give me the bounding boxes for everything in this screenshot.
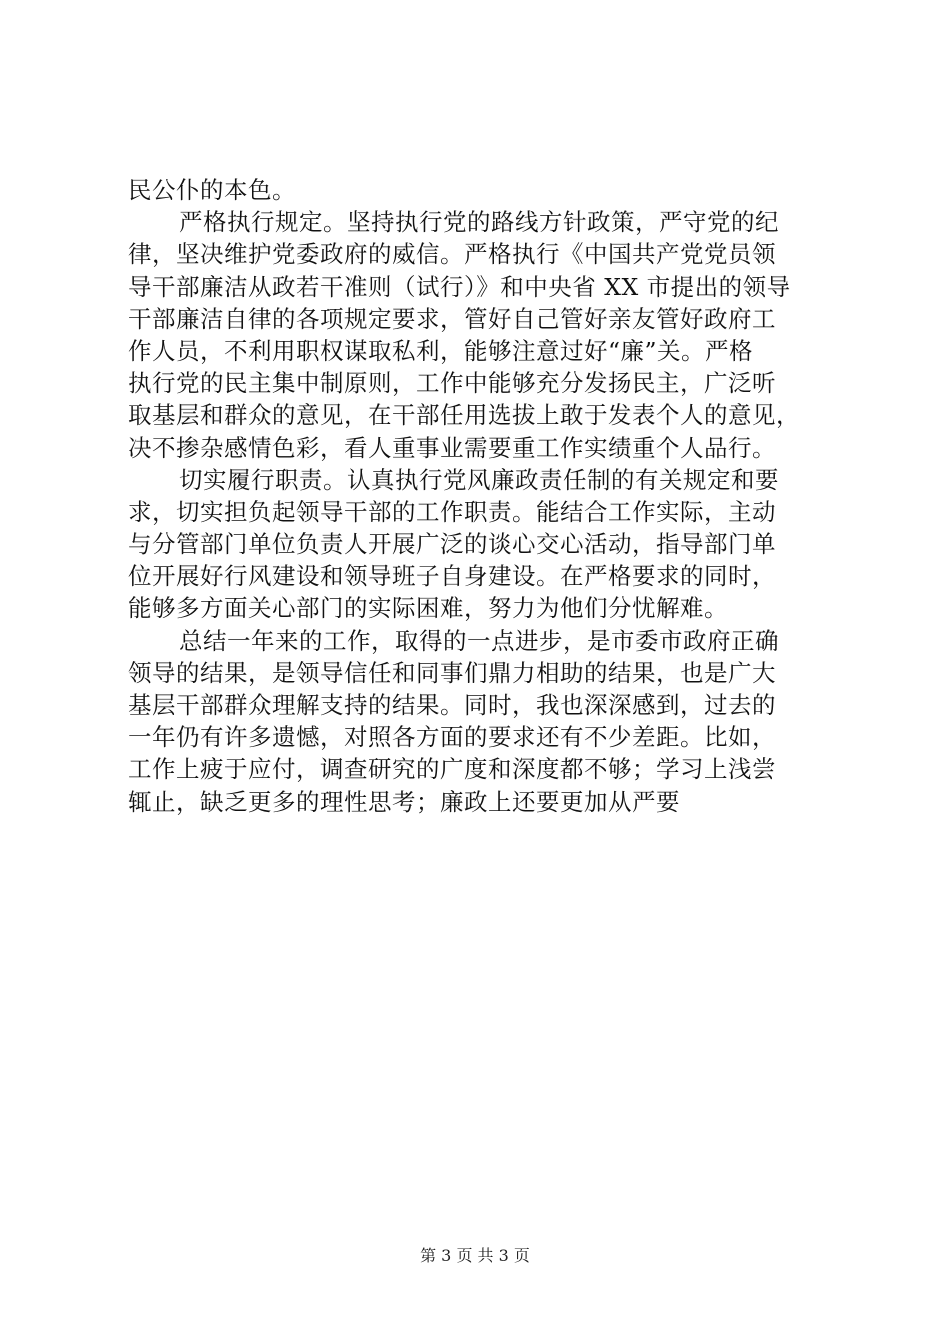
text-line: 干部廉洁自律的各项规定要求，管好自己管好亲友管好政府工 — [128, 304, 776, 333]
text-line: 作人员，不利用职权谋取私利，能够注意过好“廉”关。严格 — [128, 336, 754, 365]
text-line: 能够多方面关心部门的实际困难，努力为他们分忧解难。 — [128, 594, 728, 623]
text-line: 与分管部门单位负责人开展广泛的谈心交心活动，指导部门单 — [128, 530, 776, 559]
text-line: 律，坚决维护党委政府的威信。严格执行《中国共产党党员领 — [128, 240, 776, 269]
text-line: 辄止，缺乏更多的理性思考；廉政上还要更加从严要 — [128, 787, 680, 816]
text-line: 位开展好行风建设和领导班子自身建设。在严格要求的同时， — [128, 562, 776, 591]
paragraph-start-line: 切实履行职责。认真执行党风廉政责任制的有关规定和要 — [179, 465, 779, 494]
paragraph-start-line: 严格执行规定。坚持执行党的路线方针政策，严守党的纪 — [179, 208, 779, 237]
document-body — [128, 174, 848, 818]
text-line: 导干部廉洁从政若干准则（试行）》和中央省 XX 市提出的领导 — [128, 272, 791, 301]
text-line: 领导的结果，是领导信任和同事们鼎力相助的结果，也是广大 — [128, 658, 776, 687]
text-line: 基层干部群众理解支持的结果。同时，我也深深感到，过去的 — [128, 691, 776, 719]
text-line: 执行党的民主集中制原则，工作中能够充分发扬民主，广泛听 — [128, 369, 776, 398]
text-line: 取基层和群众的意见，在干部任用选拔上敢于发表个人的意见， — [128, 401, 800, 430]
text-line: 决不掺杂感情色彩，看人重事业需要重工作实绩重个人品行。 — [128, 433, 776, 462]
page-number-footer: 第 3 页 共 3 页 — [420, 1246, 530, 1265]
paragraph-start-line: 总结一年来的工作，取得的一点进步，是市委市政府正确 — [179, 626, 779, 655]
text-line: 一年仍有许多遗憾，对照各方面的要求还有不少差距。比如， — [128, 723, 776, 752]
text-line: 求，切实担负起领导干部的工作职责。能结合工作实际，主动 — [128, 497, 776, 526]
text-line: 民公仆的本色。 — [128, 176, 296, 204]
text-line: 工作上疲于应付，调查研究的广度和深度都不够；学习上浅尝 — [128, 755, 776, 784]
